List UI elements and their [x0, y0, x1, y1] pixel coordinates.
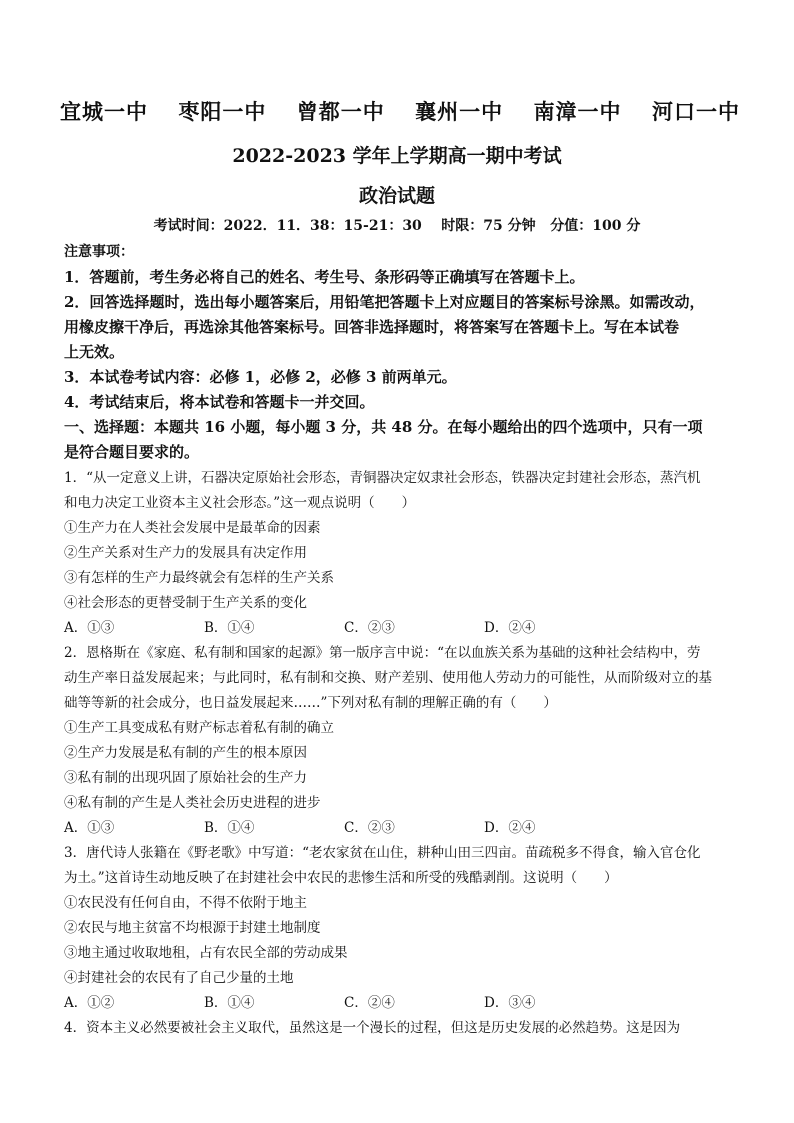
school-name: 河口一中: [651, 99, 740, 124]
section-heading: 一、选择题：本题共 16 小题，每小题 3 分，共 48 分。在每小题给出的四个选项中，只有一项: [64, 418, 703, 436]
notice-item: 用橡皮擦干净后，再选涂其他答案标号。回答非选择题时，将答案写在答题卡上。写在本试卷: [64, 318, 680, 336]
option-a: A．①②: [64, 995, 115, 1011]
section-heading: 是符合题目要求的。: [64, 443, 200, 461]
question-statement: ③地主通过收取地租，占有农民全部的劳动成果: [64, 945, 348, 961]
question-statement: ①农民没有任何自由，不得不依附于地主: [64, 895, 307, 911]
school-name: 枣阳一中: [178, 99, 267, 124]
question-stem: 础等等新的社会成分，也日益发展起来……”下列对私有制的理解正确的有（ ）: [64, 695, 557, 711]
exam-info: 考试时间：2022．11．38：15-21：30 时限：75 分钟 分值：100 分: [153, 218, 641, 234]
question-statement: ③有怎样的生产力最终就会有怎样的生产关系: [64, 570, 334, 586]
question-stem: 2．恩格斯在《家庭、私有制和国家的起源》第一版序言中说：“在以血族关系为基础的这种社会结构中，劳: [64, 645, 701, 661]
question-statement: ④社会形态的更替受制于生产关系的变化: [64, 595, 307, 611]
exam-title: 2022-2023 学年上学期高一期中考试: [232, 145, 562, 167]
question-stem: 3．唐代诗人张籍在《野老歌》中写道：“老农家贫在山住，耕种山田三四亩。苗疏税多不得食，输入官仓化: [64, 845, 701, 861]
option-b: B．①④: [204, 820, 255, 836]
notice-item: 1．答题前，考生务必将自己的姓名、考生号、条形码等正确填写在答题卡上。: [64, 268, 585, 286]
question-statement: ②生产力发展是私有制的产生的根本原因: [64, 745, 307, 761]
option-d: D．②④: [484, 820, 536, 836]
question-stem: 为土。”这首诗生动地反映了在封建社会中农民的悲惨生活和所受的残酷剥削。这说明（ ）: [64, 870, 618, 886]
question-stem: 1．“从一定意义上讲，石器决定原始社会形态，青铜器决定奴隶社会形态，铁器决定封建社会形态，蒸汽机: [64, 470, 701, 486]
notice-item: 4．考试结束后，将本试卷和答题卡一并交回。: [64, 393, 375, 411]
school-names: [60, 96, 740, 126]
school-name: 襄州一中: [415, 99, 504, 124]
question-statement: ④封建社会的农民有了自己少量的土地: [64, 970, 294, 986]
question-stem: 动生产率日益发展起来；与此同时，私有制和交换、财产差别、使用他人劳动力的可能性，从而阶级对立的基: [64, 670, 712, 686]
option-b: B．①④: [204, 995, 255, 1011]
option-b: B．①④: [204, 620, 255, 636]
question-statement: ①生产力在人类社会发展中是最革命的因素: [64, 520, 321, 536]
notice-item: 2．回答选择题时，选出每小题答案后，用铅笔把答题卡上对应题目的答案标号涂黑。如需改动，: [64, 293, 705, 311]
notice-heading: 注意事项：: [64, 244, 134, 260]
notice-item: 上无效。: [64, 343, 125, 361]
question-stem: 4．资本主义必然要被社会主义取代，虽然这是一个漫长的过程，但这是历史发展的必然趋势。这是因为: [64, 1020, 681, 1036]
question-stem: 和电力决定工业资本主义社会形态。”这一观点说明（ ）: [64, 495, 416, 511]
question-statement: ②生产关系对生产力的发展具有决定作用: [64, 545, 307, 561]
notice-item: 3．本试卷考试内容：必修 1，必修 2，必修 3 前两单元。: [64, 368, 457, 386]
school-name: 宜城一中: [60, 99, 148, 124]
question-statement: ③私有制的出现巩固了原始社会的生产力: [64, 770, 307, 786]
option-c: C．②④: [344, 995, 395, 1011]
subject-title: 政治试题: [358, 185, 435, 207]
option-d: D．③④: [484, 995, 536, 1011]
question-statement: ④私有制的产生是人类社会历史进程的进步: [64, 795, 321, 811]
option-a: A．①③: [64, 620, 115, 636]
option-d: D．②④: [484, 620, 536, 636]
option-a: A．①③: [64, 820, 115, 836]
option-c: C．②③: [344, 820, 395, 836]
question-statement: ②农民与地主贫富不均根源于封建土地制度: [64, 920, 321, 936]
question-statement: ①生产工具变成私有财产标志着私有制的确立: [64, 720, 334, 736]
school-name: 曾都一中: [296, 99, 385, 124]
option-c: C．②③: [344, 620, 395, 636]
school-name: 南漳一中: [533, 99, 622, 124]
